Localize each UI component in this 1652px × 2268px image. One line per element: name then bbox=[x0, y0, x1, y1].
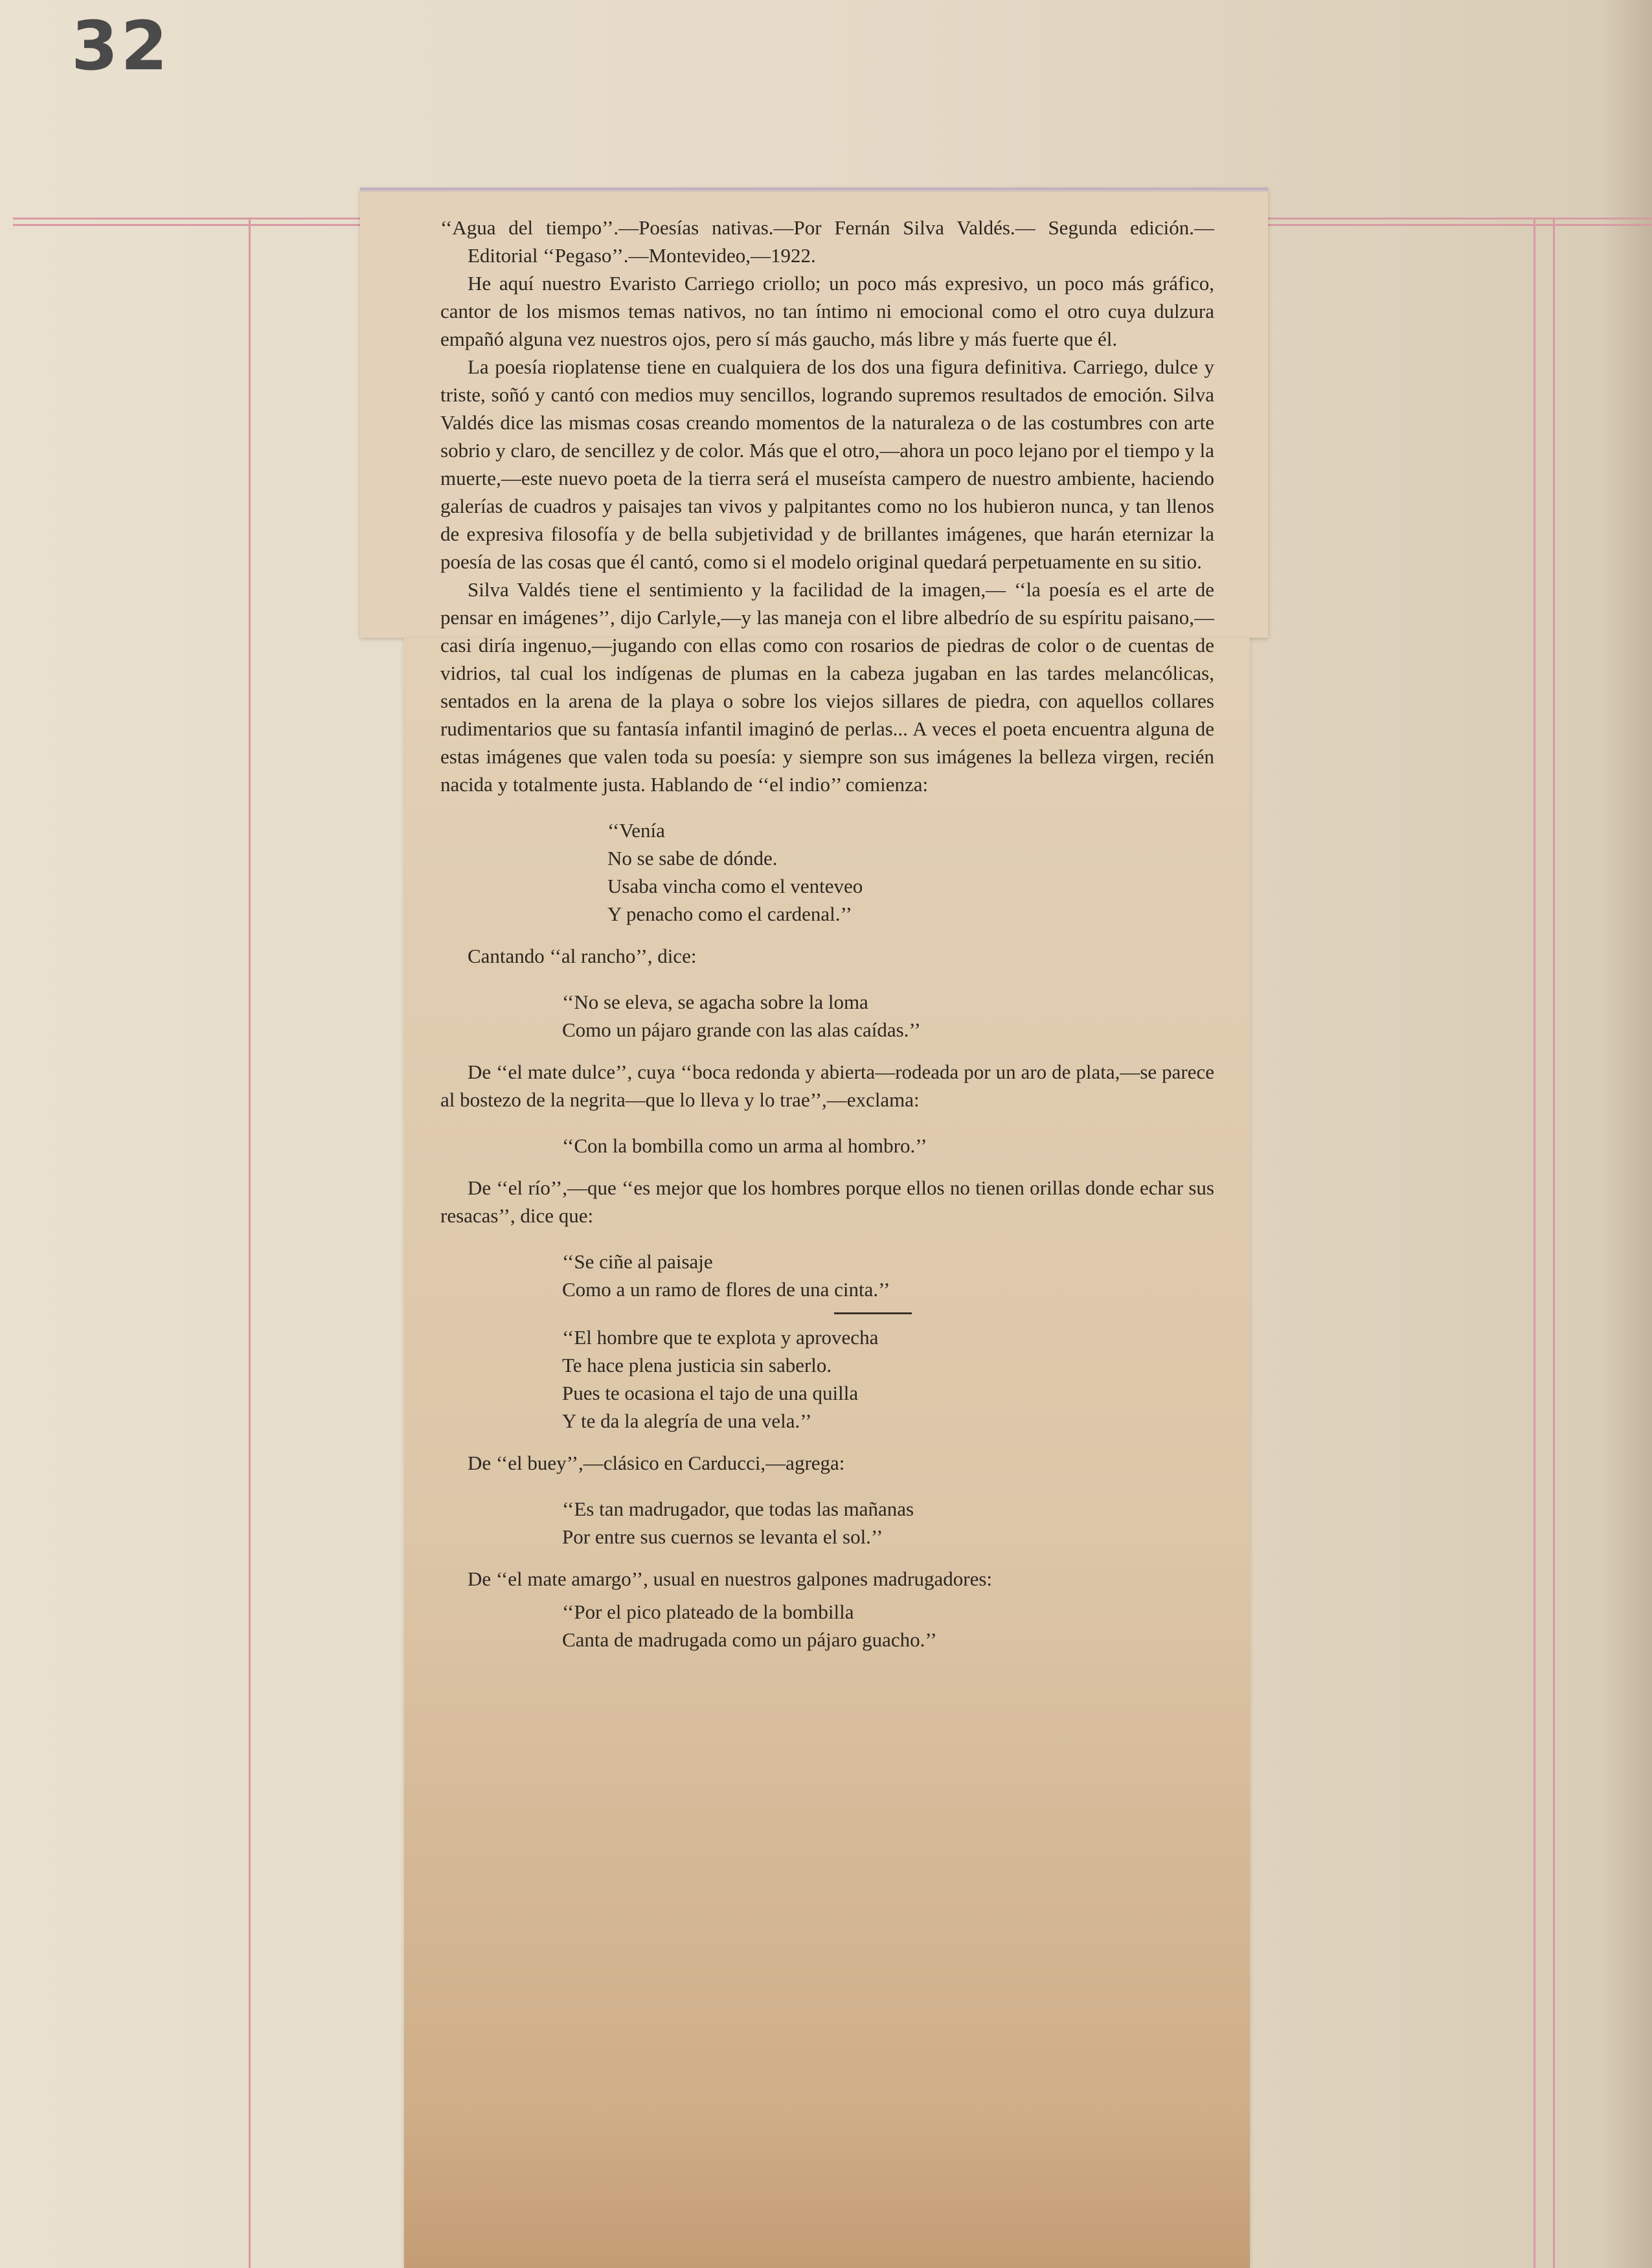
verse-line: Como a un ramo de flores de una cinta.’’ bbox=[562, 1278, 890, 1301]
verse-mate-dulce bbox=[440, 1132, 1214, 1160]
article-heading: ‘‘Agua del tiempo’’.—Poesías nativas.—Por Fernán Silva Valdés.— Segunda edición.—Editorial ‘‘Pegaso’’.—Montevideo,—1922. bbox=[440, 216, 1214, 267]
paragraph: La poesía rioplatense tiene en cualquiera de los dos una figura definitiva. Carriego, dulce y triste, soñó y cantó con medios muy sencillos, logrando supremos resultados de emoción. Silva Valdés dice las mismas cosas creando momentos de la naturaleza o de las costumbres con arte sobrio y claro, de sencillez y de color. Más que el otro,—ahora un poco lejano por el tiempo y la muerte,—este nuevo poeta de la tierra será el museísta campero de nuestro ambiente, haciendo galerías de cuadros y paisajes tan vivos y palpitantes como no los hubieron nunca, y tan llenos de expresiva filosofía y de bella subjetividad y de brillantes imágenes, que harán eternizar la poesía de las cosas que él cantó, como si el modelo original quedará perpetuamente en su sitio. bbox=[440, 355, 1214, 573]
page-number: 32 bbox=[71, 6, 170, 85]
verse-line: Y penacho como el cardenal.’’ bbox=[607, 903, 852, 925]
verse-line: ‘‘Se ciñe al paisaje bbox=[562, 1250, 713, 1273]
verse-el-indio bbox=[440, 816, 1214, 928]
verse-line: Te hace plena justicia sin saberlo. bbox=[562, 1354, 832, 1376]
article-text bbox=[440, 214, 1214, 1668]
verse-line: Canta de madrugada como un pájaro guacho.’’ bbox=[562, 1628, 937, 1651]
verse-line: ‘‘Por el pico plateado de la bombilla bbox=[562, 1600, 854, 1623]
binding-shadow bbox=[1600, 0, 1652, 2268]
paragraph: De ‘‘el mate amargo’’, usual en nuestros galpones madrugadores: bbox=[468, 1567, 993, 1590]
paragraph: De ‘‘el buey’’,—clásico en Carducci,—agrega: bbox=[468, 1452, 845, 1474]
verse-mate-amargo bbox=[440, 1598, 1214, 1654]
ledger-rule-left bbox=[249, 218, 251, 2268]
verse-line: Y te da la alegría de una vela.’’ bbox=[562, 1409, 812, 1432]
verse-line: ‘‘Venía bbox=[607, 819, 665, 842]
verse-line: ‘‘El hombre que te explota y aprovecha bbox=[562, 1326, 879, 1349]
verse-line: ‘‘No se eleva, se agacha sobre la loma bbox=[562, 991, 868, 1013]
verse-line: Por entre sus cuernos se levanta el sol.’’ bbox=[562, 1525, 883, 1548]
ledger-rule-right-second bbox=[1553, 218, 1555, 2268]
verse-line: Como un pájaro grande con las alas caídas.’’ bbox=[562, 1018, 921, 1041]
paragraph: De ‘‘el mate dulce’’, cuya ‘‘boca redonda y abierta—rodeada por un aro de plata,—se parece al bostezo de la negrita—que lo lleva y lo trae’’,—exclama: bbox=[440, 1061, 1214, 1111]
ledger-rule-right bbox=[1533, 218, 1535, 2268]
paragraph: Cantando ‘‘al rancho’’, dice: bbox=[468, 945, 697, 967]
verse-el-rio bbox=[440, 1248, 1214, 1435]
verse-al-rancho bbox=[440, 988, 1214, 1044]
verse-el-buey bbox=[440, 1495, 1214, 1551]
verse-line: ‘‘Con la bombilla como un arma al hombro.’’ bbox=[562, 1134, 927, 1157]
verse-separator bbox=[834, 1312, 912, 1314]
verse-line: Pues te ocasiona el tajo de una quilla bbox=[562, 1382, 859, 1404]
paragraph: Silva Valdés tiene el sentimiento y la facilidad de la imagen,— ‘‘la poesía es el arte de pensar en imágenes’’, dijo Carlyle,—y las maneja con el libre albedrío de su espíritu paisano,—casi diría ingenuo,—jugando con ellas como con rosarios de piedras de color o de cuentas de vidrios, tal cual los indígenas de plumas en la cabeza jugaban en las tardes melancólicas, sentados en la arena de la playa o sobre los viejos sillares de piedra, con aquellos collares rudimentarios que su fantasía infantil imaginó de perlas... A veces el poeta encuentra alguna de estas imágenes que valen toda su poesía: y siempre son sus imágenes la belleza virgen, recién nacida y totalmente justa. Hablando de ‘‘el indio’’ comienza: bbox=[440, 578, 1214, 796]
verse-line: Usaba vincha como el venteveo bbox=[607, 875, 863, 897]
paragraph: He aquí nuestro Evaristo Carriego criollo; un poco más expresivo, un poco más gráfico, cantor de los mismos temas nativos, no tan íntimo ni emocional como el otro cuya dulzura empañó alguna vez nuestros ojos, pero sí más gaucho, más libre y más fuerte que él. bbox=[440, 272, 1214, 350]
paragraph: De ‘‘el río’’,—que ‘‘es mejor que los hombres porque ellos no tienen orillas donde echar sus resacas’’, dice que: bbox=[440, 1176, 1214, 1227]
verse-line: No se sabe de dónde. bbox=[607, 847, 778, 870]
verse-line: ‘‘Es tan madrugador, que todas las mañanas bbox=[562, 1498, 914, 1520]
